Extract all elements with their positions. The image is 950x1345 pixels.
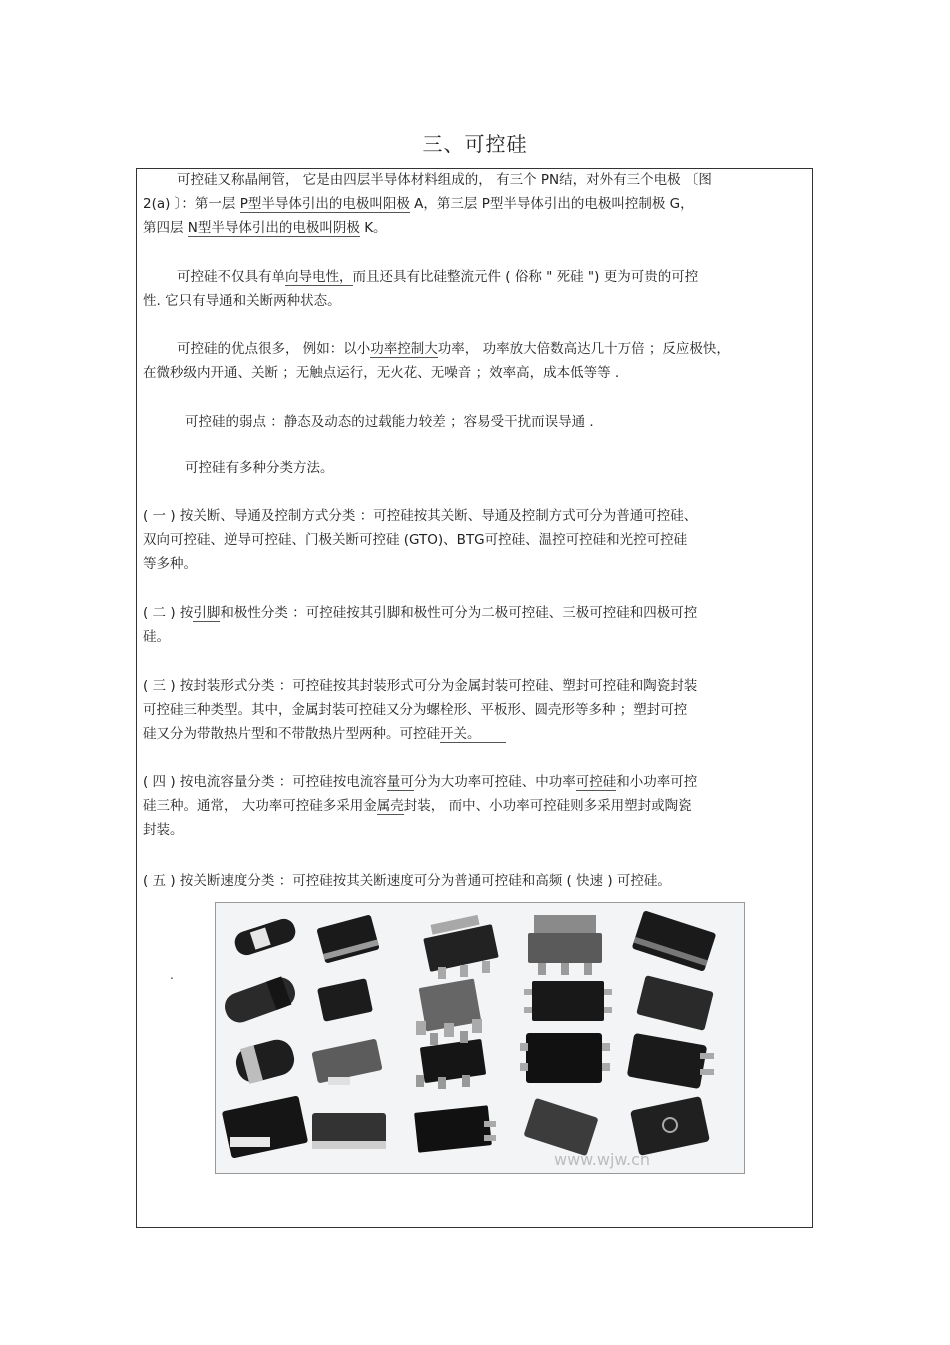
features-line-1a: 可控硅不仅具有单 (177, 269, 285, 285)
component-sot89 (416, 978, 482, 1037)
component-to-package (630, 1096, 710, 1156)
intro-line-3-underlined: N型半导体引出的电极叫阴极 (187, 220, 360, 236)
category-2-underlined: 引脚 (193, 605, 221, 621)
category-4 (143, 770, 803, 842)
component-sod-package (312, 1113, 386, 1149)
intro-line-1: 可控硅又称晶闸管， 它是由四层半导体材料组成的， 有三个 PN结，对外有三个电极 〔图 (177, 172, 712, 188)
advantages-line-1a: 可控硅的优点很多， 例如：以小 (177, 341, 371, 357)
component-dpak-2 (636, 975, 714, 1031)
component-dpak-1 (632, 910, 717, 972)
category-1-line-3: 等多种。 (143, 556, 197, 572)
component-sma-diode (311, 1038, 382, 1085)
component-d2pak (627, 1033, 714, 1089)
component-smb-diode (222, 1095, 308, 1158)
category-5 (143, 869, 803, 893)
category-4-line-2a: 硅三种。通常， 大功率可控硅多采用金 (143, 798, 377, 814)
stray-dot: . (170, 968, 174, 982)
category-3-line-3a: 硅又分为带散热片型和不带散热片型两种。可控硅 (143, 726, 440, 742)
component-sot23-6 (416, 1031, 486, 1089)
category-4-underlined-1: 量可 (386, 774, 414, 790)
features-line-2: 性. 它只有导通和关断两种状态。 (143, 293, 341, 309)
advantages-line-2: 在微秒级内开通、关断 ；无触点运行，无火花、无噪音 ；效率高，成本低等等 . (143, 365, 620, 381)
component-smd-diode-2 (317, 978, 373, 1022)
category-1 (143, 504, 803, 576)
intro-line-2-underlined: P型半导体引出的电极叫阳极 (239, 196, 410, 212)
category-2 (143, 601, 803, 649)
component-smd-diode-1 (316, 914, 379, 963)
photo-watermark: www.wjw.cn (554, 1150, 651, 1169)
page-title: 三、可控硅 (422, 132, 528, 156)
features-line-1b: 而且还具有比硅整流元件 ( 俗称 " 死硅 ") 更为可贵的可控 (352, 269, 699, 285)
category-4-line-1b: 分为大功率可控硅、中功率 (413, 774, 576, 790)
component-sot-package (523, 1098, 598, 1156)
category-4-line-3: 封装。 (143, 822, 184, 838)
category-2-line-1b: 和极性分类 ：可控硅按其引脚和极性可分为二极可控硅、三极可控硅和四极可控 (220, 605, 698, 621)
component-glass-diode (232, 916, 298, 958)
category-4-underlined-2: 可控硅 (575, 774, 617, 790)
component-soic-1 (524, 981, 612, 1021)
weaknesses-line: 可控硅的弱点 ：静态及动态的过载能力较差 ；容易受干扰而误导通 . (185, 414, 594, 430)
component-sot223-2 (528, 915, 602, 975)
classification-line: 可控硅有多种分类方法。 (185, 460, 334, 476)
component-sot223-1 (423, 915, 499, 979)
advantages-line-1b: 功率， 功率放大倍数高达几十万倍 ；反应极快， (437, 341, 730, 357)
category-3 (143, 674, 803, 746)
category-1-line-1: ( 一 ) 按关断、导通及控制方式分类 ：可控硅按其关断、导通及控制方式可分为普通可控硅、 (143, 508, 698, 524)
features-line-1-underlined: 向导电性， (285, 269, 353, 285)
category-2-line-1a: ( 二 ) 按 (143, 605, 194, 621)
paragraph-classification (143, 456, 803, 480)
category-3-underlined: 开关。 (440, 726, 507, 742)
intro-line-3b: K。 (359, 220, 387, 236)
paragraph-weaknesses (143, 410, 803, 434)
category-4-line-2b: 封装， 而中、小功率可控硅则多采用塑封或陶瓷 (403, 798, 692, 814)
category-1-line-2: 双向可控硅、逆导可控硅、门极关断可控硅 (GTO)、BTG可控硅、温控可控硅和光控可控硅 (143, 532, 688, 548)
intro-line-2a: 2(a) 〕：第一层 (143, 196, 240, 212)
category-5-line: ( 五 ) 按关断速度分类 ：可控硅按其关断速度可分为普通可控硅和高频 ( 快速 ) 可控硅。 (143, 873, 671, 889)
components-illustration (216, 903, 744, 1173)
category-3-line-1: ( 三 ) 按封装形式分类 ：可控硅按其封装形式可分为金属封装可控硅、塑封可控硅和陶瓷封装 (143, 678, 698, 694)
category-3-line-2: 可控硅三种类型。其中，金属封装可控硅又分为螺栓形、平板形、圆壳形等多种 ；塑封可控 (143, 702, 688, 718)
component-melf-diode (221, 974, 299, 1027)
component-to252 (520, 1033, 610, 1083)
category-4-underlined-3: 属壳 (376, 798, 404, 814)
category-4-line-1a: ( 四 ) 按电流容量分类 ：可控硅按电流容 (143, 774, 387, 790)
paragraph-features (143, 265, 803, 313)
category-4-line-1c: 和小功率可控 (616, 774, 698, 790)
paragraph-advantages (143, 337, 803, 385)
advantages-line-1-underlined: 功率控制大 (370, 341, 438, 357)
thyristor-packages-photo (215, 902, 745, 1174)
paragraph-intro (143, 168, 803, 240)
category-2-line-2: 硅。 (143, 629, 170, 645)
component-soic-2 (414, 1105, 496, 1153)
component-axial-diode (232, 1036, 297, 1086)
intro-line-3a: 第四层 (143, 220, 188, 236)
intro-line-2b: A，第三层 P型半导体引出的电极叫控制极 G， (409, 196, 694, 212)
